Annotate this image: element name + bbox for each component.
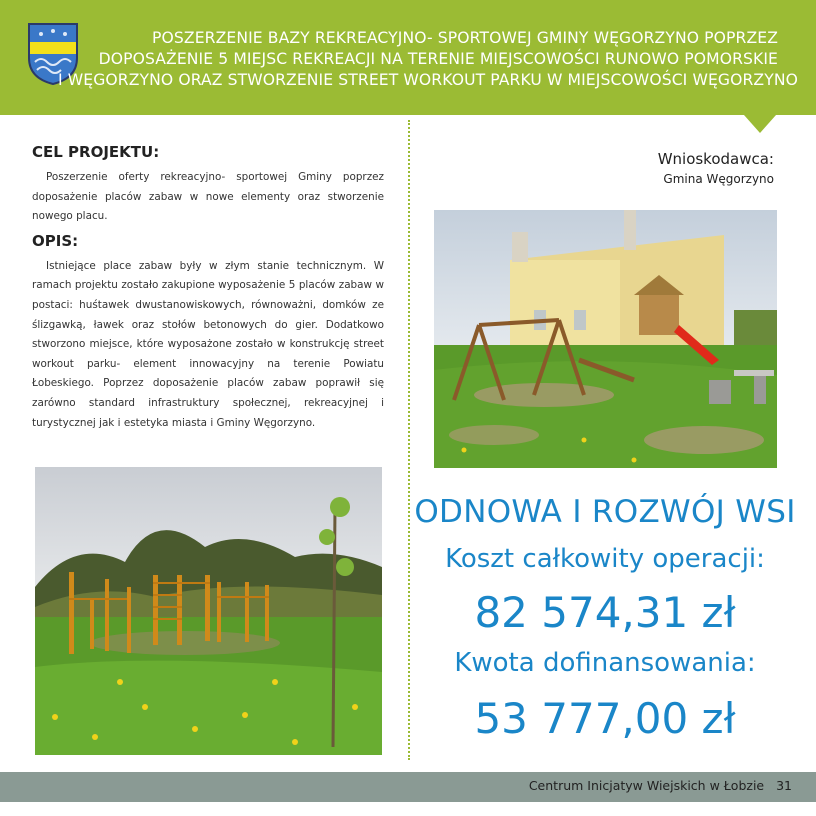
page-number: 31	[776, 778, 792, 793]
cofinancing-value: 53 777,00 zł	[474, 694, 736, 743]
applicant-label: Wnioskodawca:	[657, 150, 774, 168]
title-line-2: DOPOSAŻENIE 5 MIEJSC REKREACJI NA TERENIE MIEJSCOWOŚCI RUNOWO POMORSKIE	[98, 50, 778, 68]
title-line-1: POSZERZENIE BAZY REKREACYJNO- SPORTOWEJ GMINY WĘGORZYNO POPRZEZ	[152, 29, 778, 47]
applicant-value: Gmina Węgorzyno	[663, 172, 774, 186]
header-arrow-decoration	[744, 115, 776, 133]
opis-heading: OPIS:	[32, 231, 79, 250]
cel-projektu-heading: CEL PROJEKTU:	[32, 143, 160, 161]
header-banner	[0, 0, 816, 115]
title-line-3: I WĘGORZYNO ORAZ STWORZENIE STREET WORKOUT PARKU W MIEJSCOWOŚCI WĘGORZYNO	[58, 71, 798, 89]
program-name: ODNOWA I ROZWÓJ WSI	[414, 494, 796, 530]
playground-photo	[434, 210, 777, 468]
street-workout-park-photo	[35, 467, 382, 755]
applicant-block	[658, 148, 774, 188]
cofinancing-label: Kwota dofinansowania:	[454, 648, 756, 678]
project-title	[58, 28, 798, 91]
total-cost-value: 82 574,31 zł	[474, 588, 736, 637]
opis-text: Istniejące place zabaw były w złym stanie technicznym. W ramach projektu zostało zakupione wyposażenie 5 placów zabaw w postaci: huśtawek dwustanowiskowych, równoważni, domków ze ślizgawką, ławek oraz stołów betonowych do gier. Dodatkowo stworzono miejsce, które wyposażone zostało w konstrukcję street workout parku- element innowacyjny na terenie Powiatu Łobeskiego. Poprzez doposażenie placów zabaw poprawił się zarówno standard infrastruktury społecznej, rekreacyjnej i turystycznej jak i estetyka miasta i Gminy Węgorzyno.	[32, 259, 384, 429]
footer-publisher: Centrum Inicjatyw Wiejskich w Łobzie	[528, 778, 765, 793]
footer-text	[521, 778, 792, 793]
left-column	[32, 142, 384, 437]
total-cost-label: Koszt całkowity operacji:	[445, 544, 765, 574]
cel-projektu-text: Poszerzenie oferty rekreacyjno- sportowej Gminy poprzez doposażenie placów zabaw w nowe elementy oraz stworzenie nowego placu.	[32, 171, 384, 223]
